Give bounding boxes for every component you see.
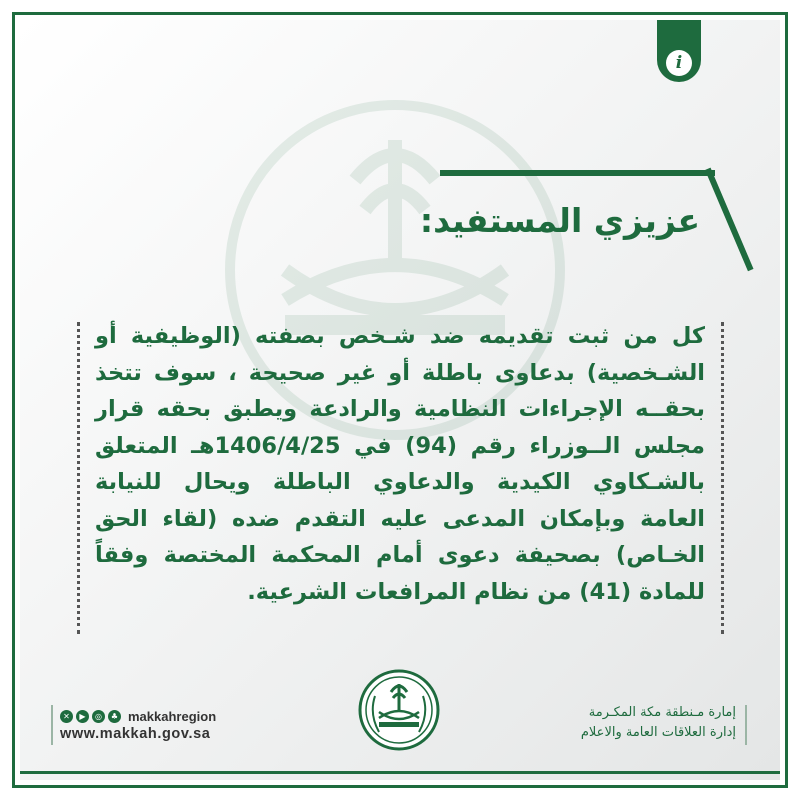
org-line-2: إدارة العلاقات العامة والاعلام (580, 725, 736, 740)
emblem-logo (357, 668, 441, 752)
bottom-accent-line (20, 771, 780, 774)
headline-bar (440, 170, 715, 176)
info-tab[interactable] (657, 20, 701, 82)
x-icon[interactable]: ✕ (60, 710, 73, 723)
social-row (60, 708, 216, 724)
dotted-divider-left (77, 322, 80, 634)
social-handle[interactable]: makkahregion (128, 708, 217, 724)
org-name (500, 703, 736, 747)
dotted-divider-right (721, 322, 724, 634)
headline: عزيزي المستفيد: (419, 201, 700, 240)
info-icon[interactable]: i (666, 50, 692, 76)
snapchat-icon[interactable]: ♣ (108, 710, 121, 723)
footer-divider-left (51, 705, 53, 745)
org-line-1: إمارة مـنطقة مكة المكـرمة (588, 705, 736, 720)
footer-divider-right (745, 705, 747, 745)
website-link[interactable]: www.makkah.gov.sa (60, 726, 211, 742)
youtube-icon[interactable]: ▶ (76, 710, 89, 723)
notice-body: كل من ثبت تقديمه ضد شـخص بصفته (الوظيفية أو الشـخصية) بدعاوى باطلة أو غير صحيحة ، سوف تتخذ بحقــه الإجراءات النظامية والرادعة ويطبق بحقه قرار مجلس الــوزراء رقم (94) في 1406/4/25هـ المتعلق بالشـكاوي الكيدية والدعاوي الباطلة ويحال للنيابة العامة وبإمكان المدعى عليه التقدم ضده (لقاء الحق الخـاص) بصحيفة دعوى أمام المحكمة المختصة وفقاً للمادة (41) من نظام المرافعات الشرعية. (95, 323, 705, 605)
instagram-icon[interactable]: ◎ (92, 710, 105, 723)
